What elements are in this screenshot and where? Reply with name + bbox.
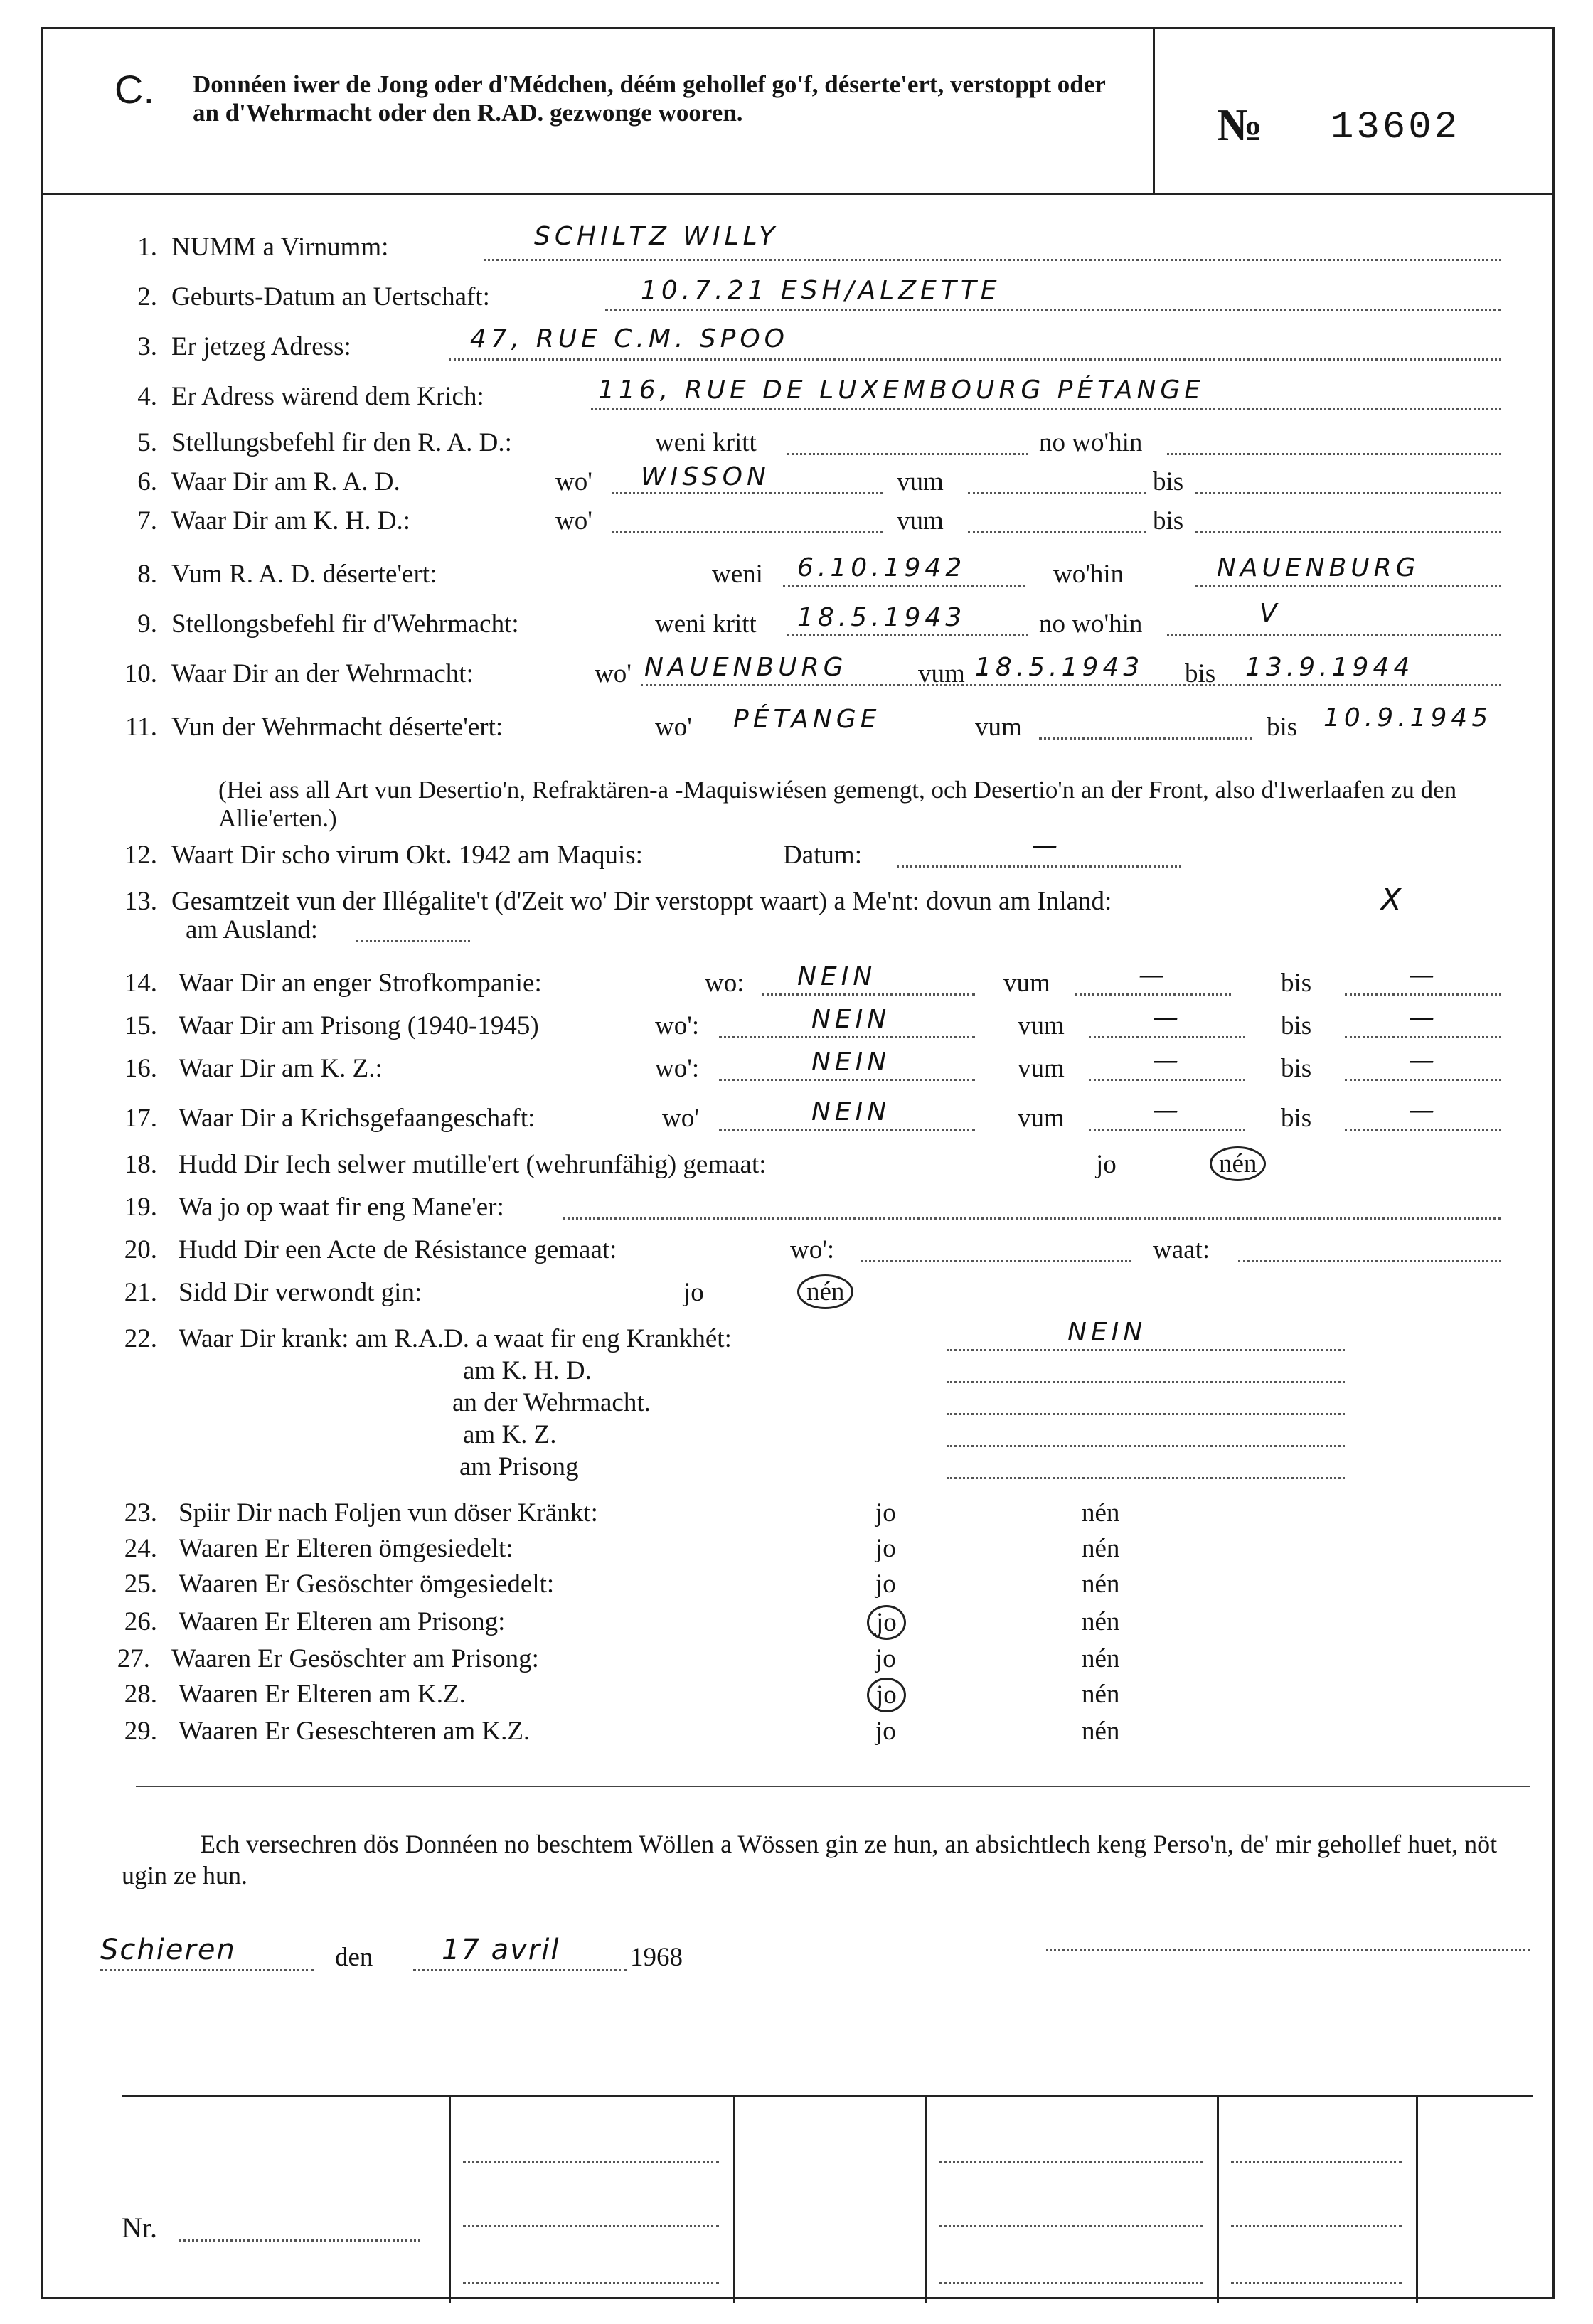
den-label: den [335, 1943, 373, 1972]
field-label: vum [975, 713, 1022, 742]
field-label: wo' [655, 713, 692, 742]
item-7 [43, 506, 1557, 541]
field-label: vum [1018, 1054, 1065, 1083]
sub-label: am Prisong [459, 1452, 579, 1481]
option-jo: jo [875, 1717, 896, 1746]
item-label: Waaren Er Geseschteren am K.Z. [179, 1717, 531, 1746]
field-label: vum [897, 506, 944, 535]
item-number: 4. [137, 382, 157, 411]
item-4 [43, 375, 1557, 417]
fill-line [641, 684, 1501, 686]
item-1 [43, 222, 1557, 267]
fill-line [449, 358, 1501, 361]
fill-line [947, 1413, 1345, 1415]
field-label: weni kritt [655, 609, 757, 639]
item-label: Waar Dir am K. Z.: [179, 1054, 383, 1083]
item-24 [43, 1533, 1557, 1569]
item-22 [43, 1318, 1557, 1359]
field-label: bis [1281, 1054, 1312, 1083]
item-number: 8. [137, 560, 157, 589]
footer-line [1231, 2282, 1402, 2284]
from-value: — [1153, 1003, 1183, 1033]
footer-line [463, 2225, 719, 2227]
fill-line [1039, 737, 1252, 740]
option-jo-circled: jo [867, 1678, 906, 1712]
signature-line [43, 1934, 1557, 1978]
item-18 [43, 1149, 1557, 1185]
fill-line [719, 1079, 975, 1081]
form-title: Donnéen iwer de Jong oder d'Médchen, déém gehollef go'f, déserte'ert, verstoppt oder an d'Wehrmacht oder den R.AD. gezwonge wooren. [193, 70, 1106, 127]
form-number: 13602 [1331, 106, 1461, 149]
from-value: — [1153, 1096, 1183, 1125]
field-label: bis [1281, 1011, 1312, 1040]
field-label: vum [1003, 969, 1050, 998]
field-label: bis [1281, 969, 1312, 998]
fill-line [1089, 1129, 1245, 1131]
fill-line [1167, 634, 1501, 636]
fill-line [1195, 492, 1501, 494]
fill-line [356, 940, 470, 942]
war-address-value: 116, RUE DE LUXEMBOURG PÉTANGE [598, 375, 1205, 405]
option-nen: nén [1082, 1498, 1120, 1528]
wehrmacht-place-value: NAUENBURG [644, 653, 848, 682]
field-label: bis [1185, 659, 1216, 688]
field-label: no wo'hin [1039, 609, 1143, 639]
item-22-sub-4 [43, 1451, 1557, 1487]
item-label: Waaren Er Elteren ömgesiedelt: [179, 1534, 513, 1563]
footer-line [1231, 2225, 1402, 2227]
field-label: bis [1153, 506, 1184, 535]
option-jo: jo [875, 1569, 896, 1599]
item-label: Vun der Wehrmacht déserte'ert: [171, 713, 504, 742]
item-label: Waar Dir an enger Strofkompanie: [179, 969, 542, 998]
item-number: 17. [124, 1104, 157, 1133]
fill-line [947, 1445, 1345, 1447]
item-label: Geburts-Datum an Uertschaft: [171, 282, 490, 311]
footer-line [1231, 2161, 1402, 2163]
item-label: Stellongsbefehl fir d'Wehrmacht: [171, 609, 519, 639]
footer-cell-divider [925, 2097, 927, 2303]
number-label: № [1217, 100, 1263, 150]
field-label: wo: [705, 969, 745, 998]
option-nen: nén [1082, 1717, 1120, 1746]
order-dest-value: V [1259, 599, 1282, 628]
to-value: — [1409, 961, 1439, 990]
item-number: 7. [137, 506, 157, 535]
fill-line [968, 492, 1146, 494]
item-label: Waar Dir am K. H. D.: [171, 506, 411, 535]
fill-line [1345, 1079, 1501, 1081]
fill-line [719, 1036, 975, 1038]
item-label: Hudd Dir Iech selwer mutille'ert (wehrunfähig) gemaat: [179, 1150, 767, 1179]
item-number: 27. [117, 1644, 150, 1673]
sub-label: am K. Z. [463, 1420, 557, 1449]
item-number: 3. [137, 332, 157, 361]
fill-line [1195, 585, 1501, 587]
field-label: no wo'hin [1039, 428, 1143, 457]
fill-line [1089, 1036, 1245, 1038]
item-number: 13. [124, 887, 157, 916]
item-14 [43, 961, 1557, 1003]
desertion-note: (Hei ass all Art vun Desertio'n, Refraktären-a -Maquiswiésen gemengt, och Desertio'n an der Front, also d'Iwerlaafen zu den Allie'erten.) [218, 776, 1457, 832]
item-label: am Ausland: [186, 915, 319, 944]
item-number: 19. [124, 1193, 157, 1222]
item-3 [43, 324, 1557, 367]
item-number: 26. [124, 1607, 157, 1636]
item-label: Wa jo op waat fir eng Mane'er: [179, 1193, 504, 1222]
item-number: 1. [137, 233, 157, 262]
item-number: 12. [124, 841, 157, 870]
fill-line [1195, 531, 1501, 533]
item-13-line2 [43, 915, 1557, 950]
strafkompanie-value: NEIN [797, 962, 877, 991]
field-label: bis [1267, 713, 1298, 742]
item-29 [43, 1716, 1557, 1752]
item-label: Hudd Dir een Acte de Résistance gemaat: [179, 1235, 617, 1264]
option-jo: jo [875, 1534, 896, 1563]
option-nen: nén [1082, 1680, 1120, 1709]
field-label: vum [1018, 1011, 1065, 1040]
field-label: wo': [655, 1011, 700, 1040]
footer-cell-divider [449, 2097, 451, 2303]
footer-table [122, 2095, 1533, 2303]
item-label: Waar Dir am Prisong (1940-1945) [179, 1011, 539, 1040]
field-label: bis [1153, 467, 1184, 496]
field-label: wo' [595, 659, 632, 688]
option-nen: nén [1082, 1607, 1120, 1636]
fill-line [591, 408, 1501, 410]
fill-line [1345, 1036, 1501, 1038]
name-value: SCHILTZ WILLY [534, 222, 779, 251]
fill-line [100, 1969, 314, 1971]
item-number: 28. [124, 1680, 157, 1709]
fill-line [612, 492, 883, 494]
item-label: Waaren Er Elteren am K.Z. [179, 1680, 466, 1709]
fill-line [783, 585, 1025, 587]
declaration-text: Ech versechren dös Donnéen no beschtem Wöllen a Wössen gin ze hun, an absichtlech keng Perso'n, de' mir gehollef huet, nöt ugin ze hun. [122, 1830, 1498, 1889]
field-label: vum [897, 467, 944, 496]
to-value: — [1409, 1003, 1439, 1033]
fill-line [1345, 993, 1501, 996]
item-label: Vum R. A. D. déserte'ert: [171, 560, 437, 589]
field-label: waat: [1153, 1235, 1210, 1264]
fill-line [947, 1349, 1345, 1351]
fill-line [1238, 1260, 1501, 1262]
fill-line [719, 1129, 975, 1131]
item-number: 23. [124, 1498, 157, 1528]
item-number: 6. [137, 467, 157, 496]
item-number: 10. [124, 659, 157, 688]
item-number: 29. [124, 1717, 157, 1746]
fill-line [947, 1477, 1345, 1479]
item-20 [43, 1235, 1557, 1270]
item-19 [43, 1192, 1557, 1227]
fill-line [861, 1260, 1131, 1262]
field-label: wo' [555, 506, 592, 535]
fill-line [947, 1381, 1345, 1383]
field-label: bis [1281, 1104, 1312, 1133]
option-jo: jo [1096, 1150, 1117, 1179]
field-label: wo' [555, 467, 592, 496]
item-label: NUMM a Virnumm: [171, 233, 389, 262]
header-divider [1153, 29, 1155, 193]
signature-date: 17 avril [442, 1934, 560, 1966]
item-12 [43, 831, 1557, 875]
desert-dest-value: NAUENBURG [1217, 553, 1420, 582]
item-number: 14. [124, 969, 157, 998]
section-letter: C. [114, 67, 154, 112]
item-11 [43, 703, 1557, 747]
item-number: 21. [124, 1278, 157, 1307]
field-label: wo'hin [1053, 560, 1124, 589]
item-label: Waaren Er Elteren am Prisong: [179, 1607, 506, 1636]
item-number: 22. [124, 1324, 157, 1353]
item-number: 11. [125, 713, 157, 742]
footer-cell-divider [1217, 2097, 1219, 2303]
inland-value: X [1380, 882, 1407, 918]
item-label: Er jetzeg Adress: [171, 332, 351, 361]
option-nen: nén [1082, 1569, 1120, 1599]
footer-line [939, 2225, 1203, 2227]
fill-line [1345, 1129, 1501, 1131]
illness-value: NEIN [1067, 1318, 1147, 1347]
item-label: Spiir Dir nach Foljen vun döser Kränkt: [179, 1498, 598, 1528]
option-jo: jo [875, 1498, 896, 1528]
fill-line [762, 993, 975, 996]
field-label: vum [1018, 1104, 1065, 1133]
item-label: Waaren Er Gesöschter ömgesiedelt: [179, 1569, 555, 1599]
from-value: — [1153, 1046, 1183, 1075]
fill-line [484, 259, 1501, 261]
fill-line [968, 531, 1146, 533]
item-10 [43, 653, 1557, 694]
item-label: Er Adress wärend dem Krich: [171, 382, 484, 411]
item-27 [43, 1643, 1557, 1679]
item-28 [43, 1679, 1557, 1715]
birth-value: 10.7.21 ESH/ALZETTE [641, 276, 1001, 305]
desert-place-value: PÉTANGE [733, 705, 881, 734]
option-jo: jo [683, 1278, 704, 1307]
footer-line [939, 2282, 1203, 2284]
item-number: 18. [124, 1150, 157, 1179]
field-label: wo': [655, 1054, 700, 1083]
fill-line [787, 453, 1028, 455]
option-nen: nén [1082, 1534, 1120, 1563]
from-value: — [1139, 961, 1168, 990]
maquis-value: — [1032, 831, 1062, 860]
item-22-sub-1 [43, 1355, 1557, 1391]
field-label: weni kritt [655, 428, 757, 457]
item-label: Waaren Er Gesöschter am Prisong: [171, 1644, 539, 1673]
option-nen-circled: nén [797, 1274, 853, 1309]
to-value: — [1409, 1046, 1439, 1075]
item-label: Waart Dir scho virum Okt. 1942 am Maquis: [171, 841, 643, 870]
rad-place-value: WISSON [641, 462, 770, 491]
fill-line [563, 1217, 1501, 1220]
item-23 [43, 1498, 1557, 1533]
item-6 [43, 462, 1557, 502]
header-rule [43, 193, 1552, 195]
item-number: 16. [124, 1054, 157, 1083]
item-8 [43, 553, 1557, 595]
fill-line [612, 531, 883, 533]
item-label: Waar Dir an der Wehrmacht: [171, 659, 474, 688]
footer-cell-divider [733, 2097, 735, 2303]
item-26 [43, 1606, 1557, 1642]
item-label: Waar Dir a Krichsgefaangeschaft: [179, 1104, 536, 1133]
item-22-sub-2 [43, 1387, 1557, 1423]
field-label: wo' [662, 1104, 699, 1133]
wehrmacht-from-value: 18.5.1943 [975, 653, 1144, 682]
signature-year: 1968 [630, 1943, 683, 1972]
section-divider [136, 1786, 1530, 1787]
fill-line [1167, 453, 1501, 455]
desert-date-value: 6.10.1942 [797, 553, 966, 582]
field-label: wo': [790, 1235, 835, 1264]
field-label: weni [712, 560, 763, 589]
fill-line [787, 634, 1028, 636]
fill-line [1089, 1079, 1245, 1081]
item-16 [43, 1046, 1557, 1089]
item-15 [43, 1003, 1557, 1046]
registration-form [41, 27, 1555, 2299]
item-22-sub-3 [43, 1419, 1557, 1455]
item-9 [43, 599, 1557, 644]
option-nen: nén [1082, 1644, 1120, 1673]
item-5 [43, 427, 1557, 463]
wehrmacht-to-value: 13.9.1944 [1245, 653, 1414, 682]
option-jo: jo [875, 1644, 896, 1673]
fill-line [605, 309, 1501, 311]
prison-value: NEIN [811, 1005, 891, 1034]
nr-line [179, 2239, 420, 2242]
item-label: Gesamtzeit vun der Illégalite't (d'Zeit wo' Dir verstoppt waart) a Me'nt: dovun am Inland: [171, 887, 1112, 916]
desert-to-value: 10.9.1945 [1323, 703, 1493, 732]
form-header [43, 29, 1552, 193]
field-label: vum [918, 659, 965, 688]
item-number: 5. [137, 428, 157, 457]
footer-line [463, 2282, 719, 2284]
order-date-value: 18.5.1943 [797, 603, 966, 632]
footer-line [939, 2161, 1203, 2163]
item-number: 15. [124, 1011, 157, 1040]
item-number: 20. [124, 1235, 157, 1264]
item-label: Stellungsbefehl fir den R. A. D.: [171, 428, 512, 457]
signature-place: Schieren [100, 1934, 236, 1966]
item-number: 25. [124, 1569, 157, 1599]
item-label: Waar Dir am R. A. D. [171, 467, 400, 496]
fill-line [413, 1969, 627, 1971]
option-nen-circled: nén [1210, 1146, 1266, 1181]
address-value: 47, RUE C.M. SPOO [470, 324, 789, 353]
item-label: Waar Dir krank: am R.A.D. a waat fir eng Krankhét: [179, 1324, 732, 1353]
item-17 [43, 1096, 1557, 1139]
item-number: 2. [137, 282, 157, 311]
fill-line [1075, 993, 1231, 996]
item-25 [43, 1569, 1557, 1604]
field-label: Datum: [783, 841, 862, 870]
pow-value: NEIN [811, 1097, 891, 1126]
option-jo-circled: jo [867, 1605, 906, 1640]
signature-field [1046, 1949, 1530, 1951]
nr-label: Nr. [122, 2212, 157, 2244]
item-2 [43, 276, 1557, 317]
item-number: 9. [137, 609, 157, 639]
item-label: Sidd Dir verwondt gin: [179, 1278, 422, 1307]
footer-cell-divider [1416, 2097, 1418, 2303]
item-21 [43, 1277, 1557, 1313]
footer-line [463, 2161, 719, 2163]
kz-value: NEIN [811, 1048, 891, 1077]
sub-label: am K. H. D. [463, 1356, 592, 1385]
sub-label: an der Wehrmacht. [452, 1388, 651, 1417]
to-value: — [1409, 1096, 1439, 1125]
item-number: 24. [124, 1534, 157, 1563]
fill-line [897, 865, 1181, 868]
